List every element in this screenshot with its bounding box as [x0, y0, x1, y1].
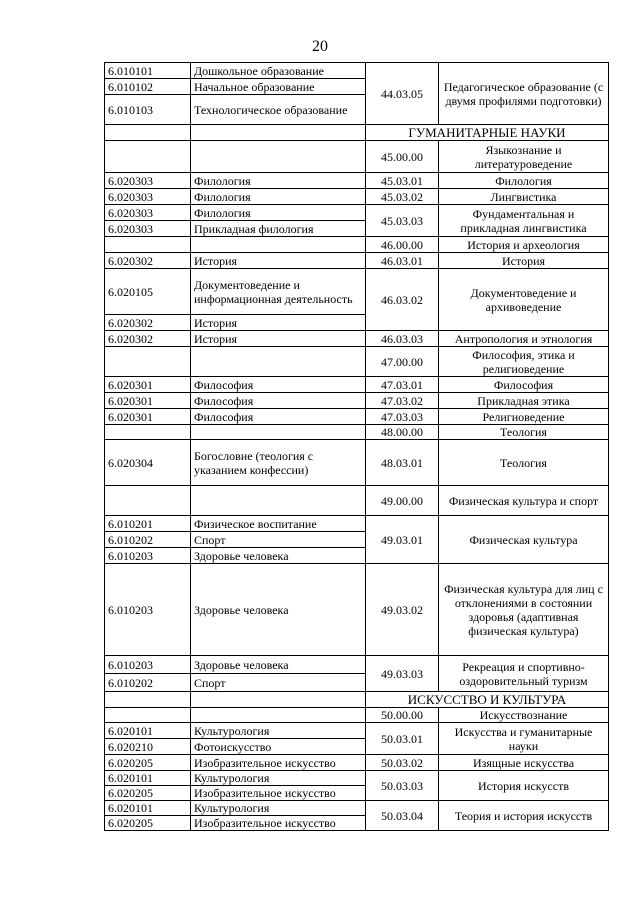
section-header-row — [105, 692, 609, 708]
section-title: ИСКУССТВО И КУЛЬТУРА — [366, 692, 609, 708]
old-name-cell: Документоведение и информационная деятельность — [191, 269, 366, 315]
table-row — [105, 564, 609, 656]
old-name-cell: Культурология — [191, 723, 366, 739]
old-code-cell: 6.020303 — [105, 221, 191, 237]
old-code-cell: 6.010203 — [105, 656, 191, 674]
old-code-cell: 6.010203 — [105, 564, 191, 656]
new-code-cell: 49.00.00 — [366, 486, 439, 516]
old-code-cell: 6.020205 — [105, 786, 191, 801]
table-row — [105, 205, 609, 221]
new-name-cell: Философия — [439, 377, 609, 393]
new-name-cell: Лингвистика — [439, 189, 609, 205]
old-code-cell: 6.020101 — [105, 801, 191, 816]
new-code-cell: 45.03.01 — [366, 173, 439, 189]
new-code-cell: 47.03.03 — [366, 409, 439, 425]
old-code-cell: 6.020205 — [105, 755, 191, 771]
new-code-cell: 46.03.02 — [366, 269, 439, 331]
table-row — [105, 331, 609, 347]
old-code-cell: 6.020302 — [105, 253, 191, 269]
new-name-cell: Теория и история искусств — [439, 801, 609, 831]
new-name-cell: Прикладная этика — [439, 393, 609, 409]
old-code-cell: 6.010202 — [105, 674, 191, 692]
old-name-cell: Спорт — [191, 532, 366, 548]
new-name-cell: Рекреация и спортивно-оздоровительный туризм — [439, 656, 609, 692]
old-name-cell: Филология — [191, 205, 366, 221]
specialty-correspondence-table — [104, 62, 609, 831]
old-code-cell: 6.020301 — [105, 409, 191, 425]
old-code-cell: 6.010202 — [105, 532, 191, 548]
new-code-cell: 49.03.02 — [366, 564, 439, 656]
old-name-cell: Спорт — [191, 674, 366, 692]
section-header-row — [105, 125, 609, 141]
new-code-cell: 45.00.00 — [366, 141, 439, 173]
new-name-cell: Физическая культура — [439, 516, 609, 564]
new-code-cell: 49.03.03 — [366, 656, 439, 692]
old-name-cell: Изобразительное искусство — [191, 816, 366, 831]
old-code-cell: 6.020304 — [105, 440, 191, 486]
new-code-cell: 49.03.01 — [366, 516, 439, 564]
table-row — [105, 656, 609, 674]
table-row — [105, 393, 609, 409]
old-name-cell: Изобразительное искусство — [191, 786, 366, 801]
old-name-cell: Богословие (теология с указанием конфессии) — [191, 440, 366, 486]
old-name-cell: Прикладная филология — [191, 221, 366, 237]
new-code-cell: 47.03.01 — [366, 377, 439, 393]
old-name-cell: Здоровье человека — [191, 564, 366, 656]
old-name-cell: Начальное образование — [191, 79, 366, 95]
old-code-cell: 6.020101 — [105, 723, 191, 739]
new-code-cell: 47.00.00 — [366, 347, 439, 377]
new-name-cell: Филология — [439, 173, 609, 189]
table-row — [105, 269, 609, 315]
old-name-cell: Здоровье человека — [191, 656, 366, 674]
old-code-cell: 6.020301 — [105, 377, 191, 393]
old-code-cell: 6.020210 — [105, 739, 191, 755]
page-number: 20 — [312, 38, 328, 55]
new-code-cell: 47.03.02 — [366, 393, 439, 409]
table-row — [105, 253, 609, 269]
old-code-cell: 6.020301 — [105, 393, 191, 409]
old-code-cell: 6.020205 — [105, 816, 191, 831]
table-row — [105, 486, 609, 516]
new-name-cell: Изящные искусства — [439, 755, 609, 771]
table-row — [105, 189, 609, 205]
table-row — [105, 409, 609, 425]
old-name-cell: Культурология — [191, 771, 366, 786]
table-row — [105, 173, 609, 189]
table-row — [105, 801, 609, 816]
old-name-cell: Физическое воспитание — [191, 516, 366, 532]
new-name-cell: Педагогическое образование (с двумя профилями подготовки) — [439, 63, 609, 125]
new-name-cell: Языкознание и литературоведение — [439, 141, 609, 173]
table-row — [105, 141, 609, 173]
new-code-cell: 46.00.00 — [366, 237, 439, 253]
old-name-cell: Фотоискусство — [191, 739, 366, 755]
old-name-cell: Философия — [191, 393, 366, 409]
old-code-cell: 6.010103 — [105, 95, 191, 125]
new-code-cell: 46.03.03 — [366, 331, 439, 347]
new-code-cell: 48.03.01 — [366, 440, 439, 486]
old-code-cell: 6.010201 — [105, 516, 191, 532]
new-code-cell: 45.03.03 — [366, 205, 439, 237]
new-name-cell: История и археология — [439, 237, 609, 253]
new-name-cell: История — [439, 253, 609, 269]
new-name-cell: Фундаментальная и прикладная лингвистика — [439, 205, 609, 237]
new-code-cell: 46.03.01 — [366, 253, 439, 269]
new-code-cell: 44.03.05 — [366, 63, 439, 125]
old-name-cell: Дошкольное образование — [191, 63, 366, 79]
new-name-cell: Теология — [439, 440, 609, 486]
old-name-cell: История — [191, 253, 366, 269]
table-row — [105, 723, 609, 739]
old-name-cell: Изобразительное искусство — [191, 755, 366, 771]
old-code-cell: 6.020303 — [105, 189, 191, 205]
table-row — [105, 771, 609, 786]
old-code-cell: 6.010101 — [105, 63, 191, 79]
old-name-cell: Технологическое образование — [191, 95, 366, 125]
new-name-cell: Искусствознание — [439, 708, 609, 723]
new-code-cell: 50.03.04 — [366, 801, 439, 831]
table-row — [105, 347, 609, 377]
new-name-cell: Теология — [439, 425, 609, 440]
table-row — [105, 516, 609, 532]
old-code-cell: 6.020303 — [105, 205, 191, 221]
table-row — [105, 440, 609, 486]
old-name-cell: История — [191, 331, 366, 347]
new-code-cell: 50.00.00 — [366, 708, 439, 723]
old-code-cell: 6.020105 — [105, 269, 191, 315]
new-code-cell: 50.03.02 — [366, 755, 439, 771]
new-code-cell: 50.03.03 — [366, 771, 439, 801]
old-code-cell: 6.020302 — [105, 315, 191, 331]
new-name-cell: Физическая культура для лиц с отклонениями в состоянии здоровья (адаптивная физическая культура) — [439, 564, 609, 656]
old-name-cell: Философия — [191, 409, 366, 425]
old-code-cell: 6.020101 — [105, 771, 191, 786]
old-name-cell: Здоровье человека — [191, 548, 366, 564]
old-name-cell: Филология — [191, 173, 366, 189]
section-title: ГУМАНИТАРНЫЕ НАУКИ — [366, 125, 609, 141]
table-row — [105, 755, 609, 771]
new-code-cell: 50.03.01 — [366, 723, 439, 755]
old-code-cell: 6.010203 — [105, 548, 191, 564]
table-row — [105, 237, 609, 253]
new-name-cell: Философия, этика и религиоведение — [439, 347, 609, 377]
new-name-cell: Религиоведение — [439, 409, 609, 425]
old-name-cell: Философия — [191, 377, 366, 393]
old-name-cell: Филология — [191, 189, 366, 205]
new-code-cell: 45.03.02 — [366, 189, 439, 205]
new-code-cell: 48.00.00 — [366, 425, 439, 440]
new-name-cell: Физическая культура и спорт — [439, 486, 609, 516]
old-code-cell: 6.010102 — [105, 79, 191, 95]
old-code-cell: 6.020303 — [105, 173, 191, 189]
new-name-cell: Искусства и гуманитарные науки — [439, 723, 609, 755]
new-name-cell: Антропология и этнология — [439, 331, 609, 347]
old-code-cell: 6.020302 — [105, 331, 191, 347]
table-row — [105, 63, 609, 79]
table-row — [105, 377, 609, 393]
old-name-cell: Культурология — [191, 801, 366, 816]
old-name-cell: История — [191, 315, 366, 331]
table-row — [105, 425, 609, 440]
new-name-cell: История искусств — [439, 771, 609, 801]
new-name-cell: Документоведение и архивоведение — [439, 269, 609, 331]
table-row — [105, 708, 609, 723]
